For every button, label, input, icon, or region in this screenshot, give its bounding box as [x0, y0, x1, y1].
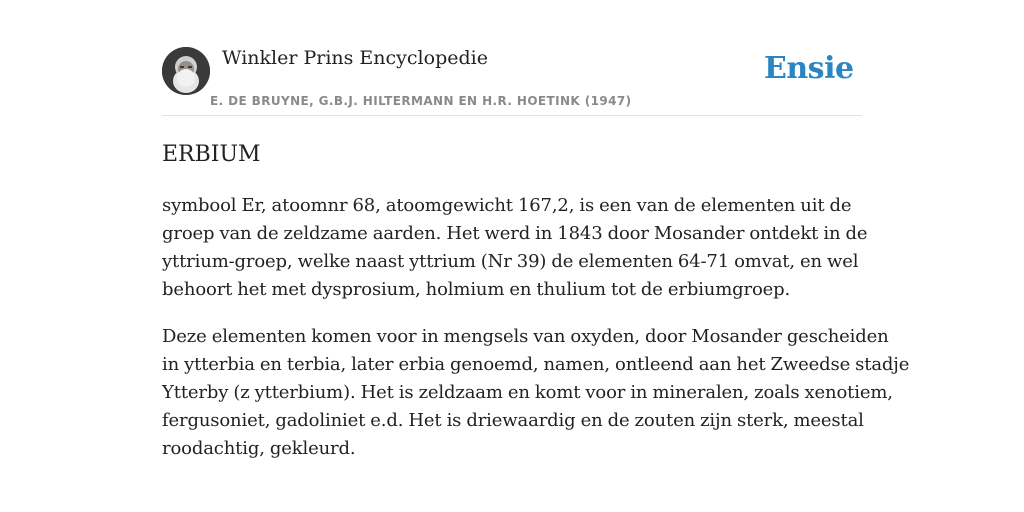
paragraph-line: Deze elementen komen voor in mengsels van oxyden, door Mosander gescheiden	[162, 326, 889, 347]
paragraph-line: fergusoniet, gadoliniet e.d. Het is driewaardig en de zouten zijn sterk, meestal	[162, 410, 864, 431]
entry-title: ERBIUM	[162, 142, 261, 167]
paragraph-line: groep van de zeldzame aarden. Het werd in 1843 door Mosander ontdekt in de	[162, 223, 868, 244]
entry-paragraph-2	[162, 323, 910, 463]
source-title[interactable]: Winkler Prins Encyclopedie	[222, 47, 488, 69]
paragraph-line: in ytterbia en terbia, later erbia genoemd, namen, ontleend aan het Zweedse stadje	[162, 354, 910, 375]
authors-credit: E. DE BRUYNE, G.B.J. HILTERMANN EN H.R. HOETINK (1947)	[210, 94, 632, 108]
paragraph-line: roodachtig, gekleurd.	[162, 438, 356, 459]
brand-logo[interactable]: Ensie	[764, 51, 854, 86]
paragraph-line: symbool Er, atoomnr 68, atoomgewicht 167,2, is een van de elementen uit de	[162, 195, 852, 216]
header-divider	[162, 115, 862, 116]
paragraph-line: behoort het met dysprosium, holmium en thulium tot de erbiumgroep.	[162, 279, 791, 300]
entry-paragraph-1	[162, 192, 868, 304]
paragraph-line: Ytterby (z ytterbium). Het is zeldzaam en komt voor in mineralen, zoals xenotiem,	[162, 382, 893, 403]
author-avatar-icon	[162, 47, 210, 95]
paragraph-line: yttrium-groep, welke naast yttrium (Nr 39) de elementen 64-71 omvat, en wel	[162, 251, 859, 272]
